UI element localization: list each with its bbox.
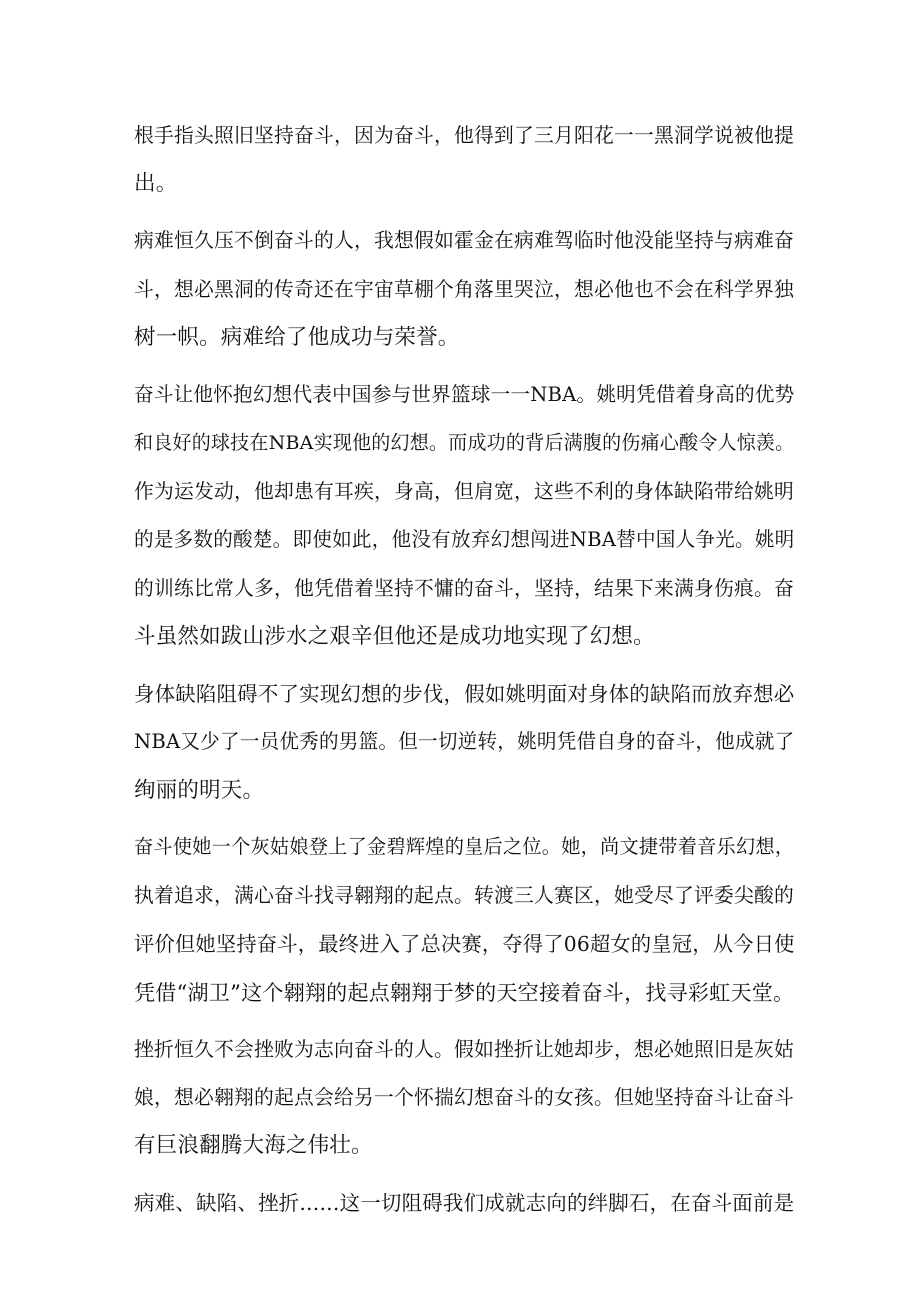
paragraph-setbacks (134, 1026, 794, 1171)
text-line: 评价但她坚持奋斗，最终进入了总决赛，夺得了06超女的皇冠，从今日使 (134, 932, 795, 957)
paragraph-yaoming-defects (134, 670, 794, 815)
body-text (134, 112, 794, 1228)
text-line: 奋斗让他怀抱幻想代表中国参与世界篮球一一NBA。姚明凭借着身高的优势 (134, 382, 795, 406)
text-line: 奋斗使她一个灰姑娘登上了金碧辉煌的皇后之位。她，尚文捷带着音乐幻想， (134, 835, 795, 859)
text-line: 有巨浪翻腾大海之伟壮。 (134, 1133, 373, 1159)
paragraph-yaoming-nba (134, 371, 794, 661)
paragraph-hawking-illness (134, 217, 794, 362)
text-line: 的训练比常人多，他凭借着坚持不慵的奋斗，坚持，结果下来满身伤痕。奋 (134, 576, 794, 600)
text-line: 身体缺陷阻碍不了实现幻想的步伐，假如姚明面对身体的缺陷而放弃想必 (134, 681, 795, 706)
text-line: 和良好的球技在NBA实现他的幻想。而成功的背后满腹的伤痛心酸令人惊羡。 (134, 432, 795, 455)
text-line: 执着追求，满心奋斗找寻翱翔的起点。转渡三人赛区，她受尽了评委尖酸的 (134, 883, 794, 907)
text-line: 绚丽的明天。 (134, 777, 265, 803)
text-line: 病难恒久压不倒奋斗的人，我想假如霍金在病难驾临时他没能坚持与病难奋 (134, 229, 794, 253)
text-line: 的是多数的酸楚。即使如此，他没有放弃幻想闯进NBA替中国人争光。姚明 (134, 528, 795, 552)
text-line: 斗，想必黑洞的传奇还在宇宙草棚个角落里哭泣，想必他也不会在科学界独 (134, 277, 794, 301)
paragraph-hawking-blackhole (134, 112, 794, 209)
paragraph-conclusion (134, 1179, 794, 1227)
text-line: 娘，想必翱翔的起点会给另一个怀揣幻想奋斗的女孩。但她坚持奋斗让奋斗 (134, 1085, 794, 1109)
text-line: 斗虽然如跋山涉水之艰辛但他还是成功地实现了幻想。 (134, 623, 655, 649)
text-line: 作为运发动，他却患有耳疾，身高，但肩宽，这些不利的身体缺陷带给姚明 (134, 479, 794, 503)
text-line: 出。 (134, 171, 178, 197)
text-line: 树一帜。病难给了他成功与荣誉。 (134, 325, 460, 351)
text-line: 挫折恒久不会挫败为志向奋斗的人。假如挫折让她却步，想必她照旧是灰姑 (134, 1037, 794, 1061)
paragraph-shang-wenjie (134, 823, 794, 1017)
text-line: 凭借“湖卫”这个翱翔的起点翱翔于梦的天空接着奋斗，找寻彩虹天堂。 (134, 979, 795, 1005)
text-line: NBA又少了一员优秀的男篮。但一切逆转，姚明凭借自身的奋斗，他成就了 (134, 730, 795, 754)
text-line: 病难、缺陷、挫折......这一切阻碍我们成就志向的绊脚石，在奋斗面前是 (134, 1191, 795, 1216)
text-line: 根手指头照旧坚持奋斗，因为奋斗，他得到了三月阳花一一黑洞学说被他提 (134, 124, 794, 147)
